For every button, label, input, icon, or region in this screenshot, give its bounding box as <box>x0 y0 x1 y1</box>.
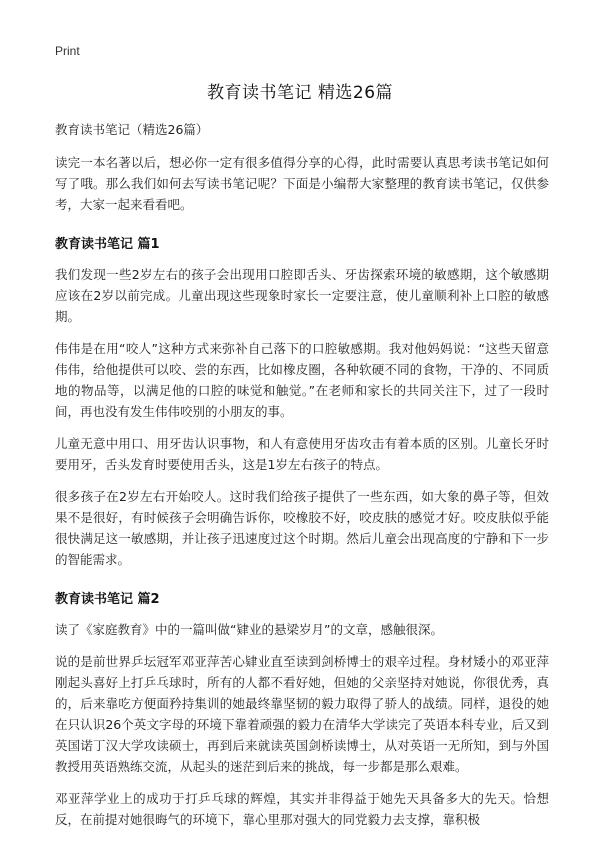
intro-paragraph: 读完一本名著以后，想必你一定有很多值得分享的心得，此时需要认真思考读书笔记如何写了哦。那么我们如何去写读书笔记呢？下面是小编帮大家整理的教育读书笔记，仅供参考，大家一起来看看吧。 <box>55 155 549 212</box>
paragraph: 儿童无意中用口、用牙齿认识事物，和人有意使用牙齿攻击有着本质的区别。儿童长牙时要用牙，舌头发育时要使用舌头，这是1岁左右孩子的特点。 <box>55 436 549 472</box>
page-title: 教育读书笔记 精选26篇 <box>206 83 394 103</box>
paragraph: 我们发现一些2岁左右的孩子会出现用口腔即舌头、牙齿探索环境的敏感期，这个敏感期应该在2岁以前完成。儿童出现这些现象时家长一定要注意，使儿童顺利补上口腔的敏感期。 <box>55 267 549 324</box>
section-heading: 教育读书笔记 篇2 <box>55 592 160 607</box>
document-subtitle: 教育读书笔记（精选26篇） <box>55 122 209 137</box>
paragraph: 很多孩子在2岁左右开始咬人。这时我们给孩子提供了一些东西，如大象的鼻子等，但效果不是很好，有时候孩子会明确告诉你，咬橡胶不好，咬皮肤的感觉才好。咬皮肤似乎能很快满足这一敏感期，并让孩子迅速度过这个时期。然后儿童会出现高度的宁静和下一步的智能需求。 <box>55 489 549 567</box>
paragraph: 邓亚萍学业上的成功于打乒乓球的辉煌，其实并非得益于她先天具备多大的先天。恰想反，在前提对她很晦气的环境下，靠心里那对强大的同党毅力去支撑，靠积极 <box>55 791 549 827</box>
paragraph: 读了《家庭教育》中的一篇叫做“肄业的悬梁岁月”的文章，感触很深。 <box>55 622 443 637</box>
paragraph: 说的是前世界乒坛冠军邓亚萍苦心肄业直至读到剑桥博士的艰辛过程。身材矮小的邓亚萍刚起头喜好上打乒乓球时，所有的人都不看好她，但她的父亲坚持对她说，你很优秀，真的，后来靠吃方便面矜持集训的她最终靠坚韧的毅力取得了骄人的战绩。同样，退役的她在只认识26个英文字母的环境下靠着顽强的毅力在清华大学读完了英语本科专业，后又到英国诺丁汉大学攻读硕士，再到后来就读英国剑桥读博士，从对英语一无所知，到与外国教授用英语熟练交流，从起头的迷茫到后来的挑战，每一步都是那么艰难。 <box>55 654 549 774</box>
section-heading: 教育读书笔记 篇1 <box>55 237 160 252</box>
paragraph: 伟伟是在用“咬人”这种方式来弥补自己落下的口腔敏感期。我对他妈妈说：“这些天留意伟伟，给他提供可以咬、尝的东西，比如橡皮圈，各种软硬不同的食物，干净的、不同质地的物品等，以满足他的口腔的味觉和触觉。”在老师和家长的共同关注下，过了一段时间，再也没有发生伟伟咬别的小朋友的事。 <box>55 341 549 419</box>
print-label[interactable]: Print <box>55 44 80 58</box>
document-body <box>55 120 549 841</box>
